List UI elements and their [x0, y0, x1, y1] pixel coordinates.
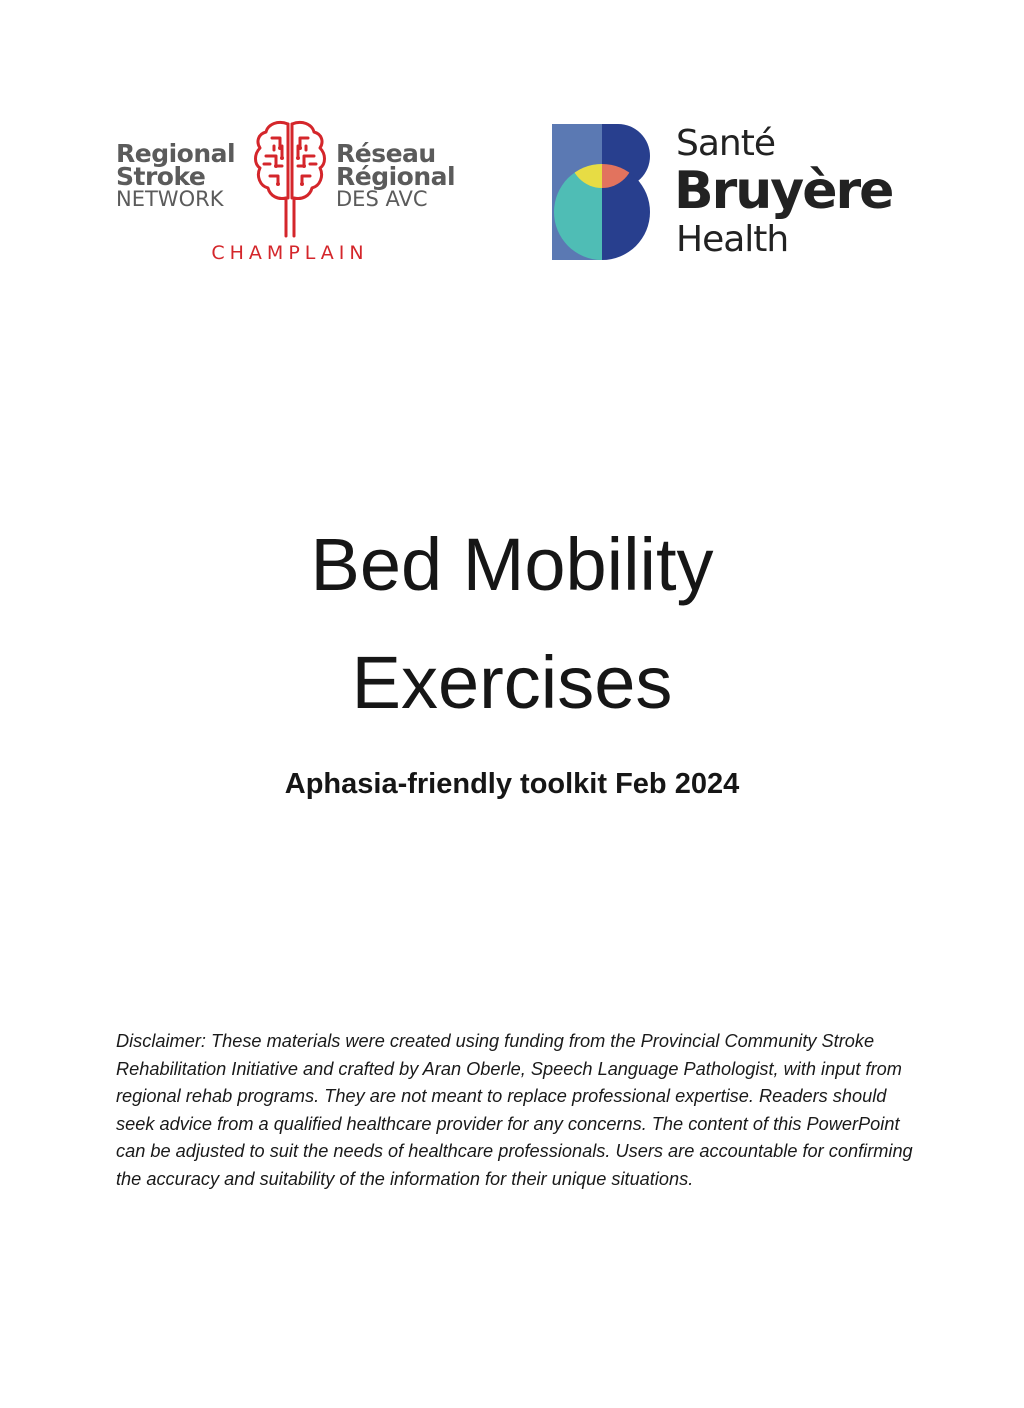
rsn-fr-line2: Régional	[336, 162, 456, 191]
sante-bruyere-health-logo	[552, 124, 924, 262]
rsn-fr-line1: Réseau	[336, 139, 436, 168]
rsn-fr-line3: DES AVC	[336, 187, 428, 211]
rsn-region-label: CHAMPLAIN	[211, 242, 369, 264]
rsn-en-line2: Stroke	[116, 162, 206, 191]
bruyere-b-mark-icon	[552, 124, 654, 260]
sb-line2: Bruyère	[674, 161, 893, 221]
rsn-french-name	[336, 139, 456, 211]
regional-stroke-network-logo	[114, 118, 464, 268]
document-subtitle: Aphasia-friendly toolkit Feb 2024	[284, 768, 740, 800]
title-line-2: Exercises	[351, 641, 673, 724]
rsn-en-line1: Regional	[116, 139, 236, 168]
rsn-english-name	[116, 139, 236, 211]
disclaimer-text: Disclaimer: These materials were created using funding from the Provincial Community Stroke Rehabilitation Initiative and crafted by Aran Oberle, Speech Language Pathologist, with input from regional rehab programs. They are not meant to replace professional expertise. Readers should seek advice from a qualified healthcare provider for any concerns. The content of this PowerPoint can be adjusted to suit the needs of healthcare professionals. Users are accountable for confirming the accuracy and suitability of the information for their unique situations.	[116, 1031, 913, 1189]
title-line-1: Bed Mobility	[310, 523, 714, 606]
document-title	[0, 506, 1024, 742]
rsn-en-line3: NETWORK	[116, 187, 224, 211]
brain-icon	[252, 118, 328, 238]
sb-line3: Health	[676, 219, 789, 260]
sb-line1: Santé	[676, 123, 775, 164]
